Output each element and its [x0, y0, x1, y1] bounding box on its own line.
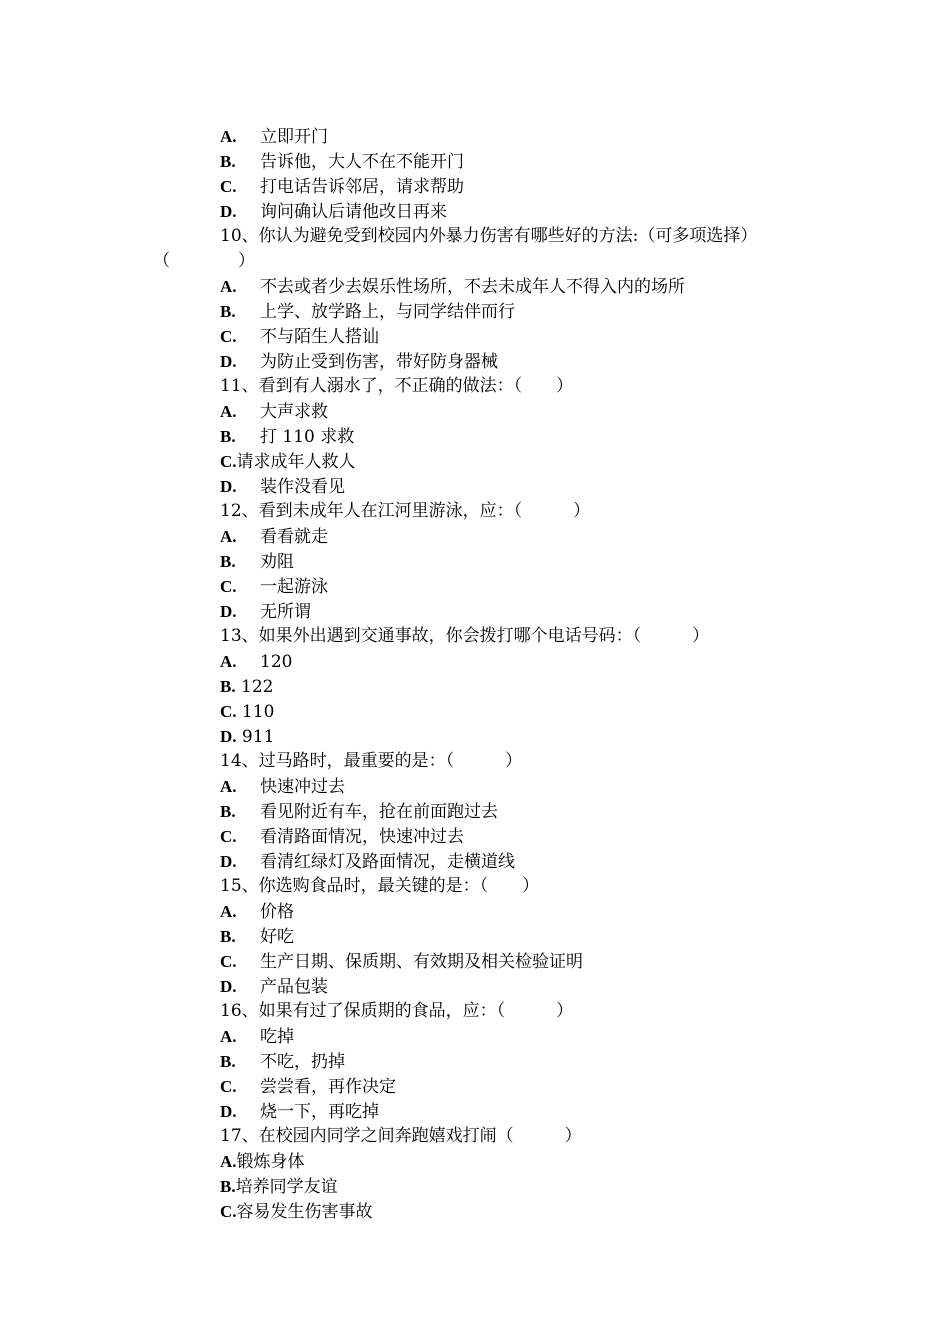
question-text: 12、看到未成年人在江河里游泳，应：（ ） — [220, 501, 591, 521]
option-text: 看见附近有车，抢在前面跑过去 — [260, 802, 498, 822]
option-letter: C. — [220, 327, 237, 346]
option-letter: A. — [220, 902, 237, 921]
option-letter: B. — [220, 1052, 236, 1071]
question-text: 14、过马路时，最重要的是：（ ） — [220, 751, 523, 771]
option-letter: A. — [220, 777, 237, 796]
option-letter: C. — [220, 1202, 237, 1221]
answer-option — [220, 449, 840, 474]
answer-option — [220, 274, 840, 299]
option-text: 立即开门 — [260, 127, 328, 147]
option-letter: D. — [220, 727, 237, 746]
answer-option — [220, 524, 840, 549]
option-text: 锻炼身体 — [236, 1152, 305, 1172]
option-text: 110 — [236, 702, 275, 722]
answer-option — [220, 474, 840, 499]
option-text: 告诉他，大人不在不能开门 — [260, 152, 464, 172]
answer-option — [220, 1199, 840, 1224]
question-text: 15、你选购食品时，最关键的是：（ ） — [220, 876, 540, 896]
answer-option — [220, 574, 840, 599]
option-letter: A. — [220, 527, 237, 546]
quiz-content — [153, 124, 840, 1224]
option-letter: B. — [220, 1177, 236, 1196]
option-text: 价格 — [260, 902, 294, 922]
option-text: 看清红绿灯及路面情况，走横道线 — [260, 852, 515, 872]
answer-option — [220, 824, 840, 849]
option-text: 无所谓 — [260, 602, 311, 622]
answer-option — [220, 299, 840, 324]
answer-option — [220, 1074, 840, 1099]
option-letter: B. — [220, 677, 236, 696]
option-letter: A. — [220, 1152, 237, 1171]
answer-option — [220, 1099, 840, 1124]
option-text: 不与陌生人搭讪 — [260, 327, 379, 347]
option-text: 产品包装 — [260, 977, 328, 997]
answer-option — [220, 349, 840, 374]
option-text: 打电话告诉邻居，请求帮助 — [260, 177, 464, 197]
option-text: 询问确认后请他改日再来 — [260, 202, 447, 222]
option-letter: B. — [220, 302, 236, 321]
option-text: 装作没看见 — [260, 477, 345, 497]
option-letter: B. — [220, 927, 236, 946]
answer-option — [220, 174, 840, 199]
answer-option — [220, 324, 840, 349]
option-letter: C. — [220, 177, 237, 196]
option-text: 120 — [260, 652, 293, 672]
option-letter: A. — [220, 1027, 237, 1046]
option-letter: D. — [220, 477, 237, 496]
answer-option — [220, 124, 840, 149]
option-text: 911 — [236, 727, 275, 747]
option-letter: A. — [220, 127, 237, 146]
option-letter: C. — [220, 952, 237, 971]
option-text: 一起游泳 — [260, 577, 328, 597]
answer-option — [220, 974, 840, 999]
answer-option — [220, 1049, 840, 1074]
option-letter: D. — [220, 602, 237, 621]
option-text: 烧一下，再吃掉 — [260, 1102, 379, 1122]
answer-option — [220, 599, 840, 624]
option-text: 大声求救 — [260, 402, 328, 422]
option-letter: B. — [220, 802, 236, 821]
option-letter: C. — [220, 702, 237, 721]
answer-option — [220, 949, 840, 974]
answer-option — [220, 1174, 840, 1199]
question-text: 16、如果有过了保质期的食品，应：（ ） — [220, 1001, 574, 1021]
question-text: 11、看到有人溺水了，不正确的做法：（ ） — [220, 376, 574, 396]
option-text: 为防止受到伤害，带好防身器械 — [260, 352, 498, 372]
option-letter: C. — [220, 827, 237, 846]
option-text: 好吃 — [260, 927, 294, 947]
answer-option — [220, 424, 840, 449]
option-text: 看清路面情况，快速冲过去 — [260, 827, 464, 847]
answer-option — [220, 724, 840, 749]
answer-option — [220, 674, 840, 699]
answer-option — [220, 699, 840, 724]
answer-option — [220, 149, 840, 174]
answer-option — [220, 649, 840, 674]
option-letter: B. — [220, 552, 236, 571]
answer-option — [220, 399, 840, 424]
option-letter: C. — [220, 577, 237, 596]
option-letter: D. — [220, 202, 237, 221]
option-text: 容易发生伤害事故 — [236, 1202, 373, 1222]
answer-option — [220, 1024, 840, 1049]
option-text: 生产日期、保质期、有效期及相关检验证明 — [260, 952, 583, 972]
question-text: 17、在校园内同学之间奔跑嬉戏打闹（ ） — [220, 1126, 582, 1146]
option-text: 请求成年人救人 — [236, 452, 356, 472]
option-letter: B. — [220, 152, 236, 171]
option-text: 尝尝看，再作决定 — [260, 1077, 396, 1097]
answer-option — [220, 199, 840, 224]
option-text: 劝阻 — [260, 552, 294, 572]
option-letter: D. — [220, 852, 237, 871]
option-text: 上学、放学路上，与同学结伴而行 — [260, 302, 515, 322]
option-letter: D. — [220, 977, 237, 996]
option-letter: C. — [220, 452, 237, 471]
option-text: 不吃，扔掉 — [260, 1052, 345, 1072]
option-letter: A. — [220, 277, 237, 296]
option-text: 快速冲过去 — [260, 777, 345, 797]
option-text: 吃掉 — [260, 1027, 294, 1047]
option-text: 培养同学友谊 — [235, 1177, 338, 1197]
option-text: 看看就走 — [260, 527, 328, 547]
question-text: 10、你认为避免受到校园内外暴力伤害有哪些好的方法:（可多项选择） — [220, 226, 758, 246]
answer-option — [220, 774, 840, 799]
option-letter: A. — [220, 402, 237, 421]
option-letter: B. — [220, 427, 236, 446]
option-text: 不去或者少去娱乐性场所，不去未成年人不得入内的场所 — [260, 277, 685, 297]
option-letter: C. — [220, 1077, 237, 1096]
question-answer-blank: （ ） — [153, 251, 255, 271]
answer-option — [220, 899, 840, 924]
answer-option — [220, 849, 840, 874]
option-letter: D. — [220, 1102, 237, 1121]
answer-option — [220, 799, 840, 824]
option-text: 打 110 求救 — [260, 427, 355, 447]
option-text: 122 — [235, 677, 274, 697]
answer-option — [220, 549, 840, 574]
answer-option — [220, 924, 840, 949]
question-text: 13、如果外出遇到交通事故，你会拨打哪个电话号码：（ ） — [220, 626, 710, 646]
option-letter: D. — [220, 352, 237, 371]
option-letter: A. — [220, 652, 237, 671]
answer-option — [220, 1149, 840, 1174]
